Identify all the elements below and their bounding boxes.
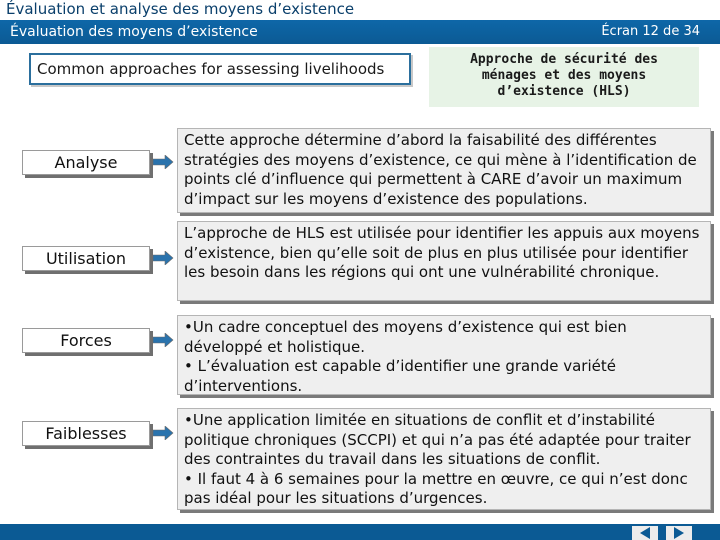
section-subtitle: Évaluation des moyens d’existence [10, 24, 258, 40]
next-button[interactable] [666, 526, 692, 540]
previous-button[interactable] [632, 526, 658, 540]
row-description-forces [177, 315, 711, 395]
row-label-analyse: Analyse [22, 150, 150, 175]
arrow-right-icon [152, 251, 174, 265]
row-label-forces: Forces [22, 328, 150, 353]
arrow-right-icon [152, 155, 174, 169]
description-text: Cette approche détermine d’abord la faisabilité des différentes stratégies des moyens d’existence, ce qui mène à l’identification de points clé d’influence qui permettent à CARE d’avoir un maximum d’impact sur les moyens d’existence des populations. [184, 131, 697, 208]
description-text: • Il faut 4 à 6 semaines pour la mettre en œuvre, ce qui n’est donc pas idéal pour les situations d’urgences. [184, 469, 688, 507]
triangle-right-icon [672, 527, 686, 539]
footer-bar [0, 524, 720, 540]
approach-header: Common approaches for assessing livelihoods [29, 53, 411, 85]
page-title: Évaluation et analyse des moyens d’existence [0, 0, 720, 20]
row-label-faiblesses: Faiblesses [22, 421, 150, 446]
description-text: • L’évaluation est capable d’identifier une grande variété d’interventions. [184, 357, 616, 395]
hls-title-box: Approche de sécurité des ménages et des moyens d’existence (HLS) [429, 47, 699, 107]
row-label-utilisation: Utilisation [22, 246, 150, 271]
row-description-utilisation [177, 221, 711, 301]
arrow-right-icon [152, 426, 174, 440]
description-text: •Une application limitée en situations de conflit et d’instabilité politique chroniques (SCCPI) et qui n’a pas été adaptée pour traiter des contraintes du travail dans les situations de conflit. [184, 411, 691, 468]
header-bar [0, 20, 720, 44]
row-description-analyse [177, 128, 711, 213]
triangle-left-icon [638, 527, 652, 539]
description-text: L’approche de HLS est utilisée pour identifier les appuis aux moyens d’existence, bien qu’elle soit de plus en plus utilisée pour identifier les besoin dans les régions qui ont une vulnérabilité chronique. [184, 224, 700, 281]
arrow-right-icon [152, 333, 174, 347]
row-description-faiblesses [177, 408, 711, 510]
description-text: •Un cadre conceptuel des moyens d’existence qui est bien développé et holistique. [184, 318, 627, 356]
screen-counter: Écran 12 de 34 [601, 24, 700, 39]
